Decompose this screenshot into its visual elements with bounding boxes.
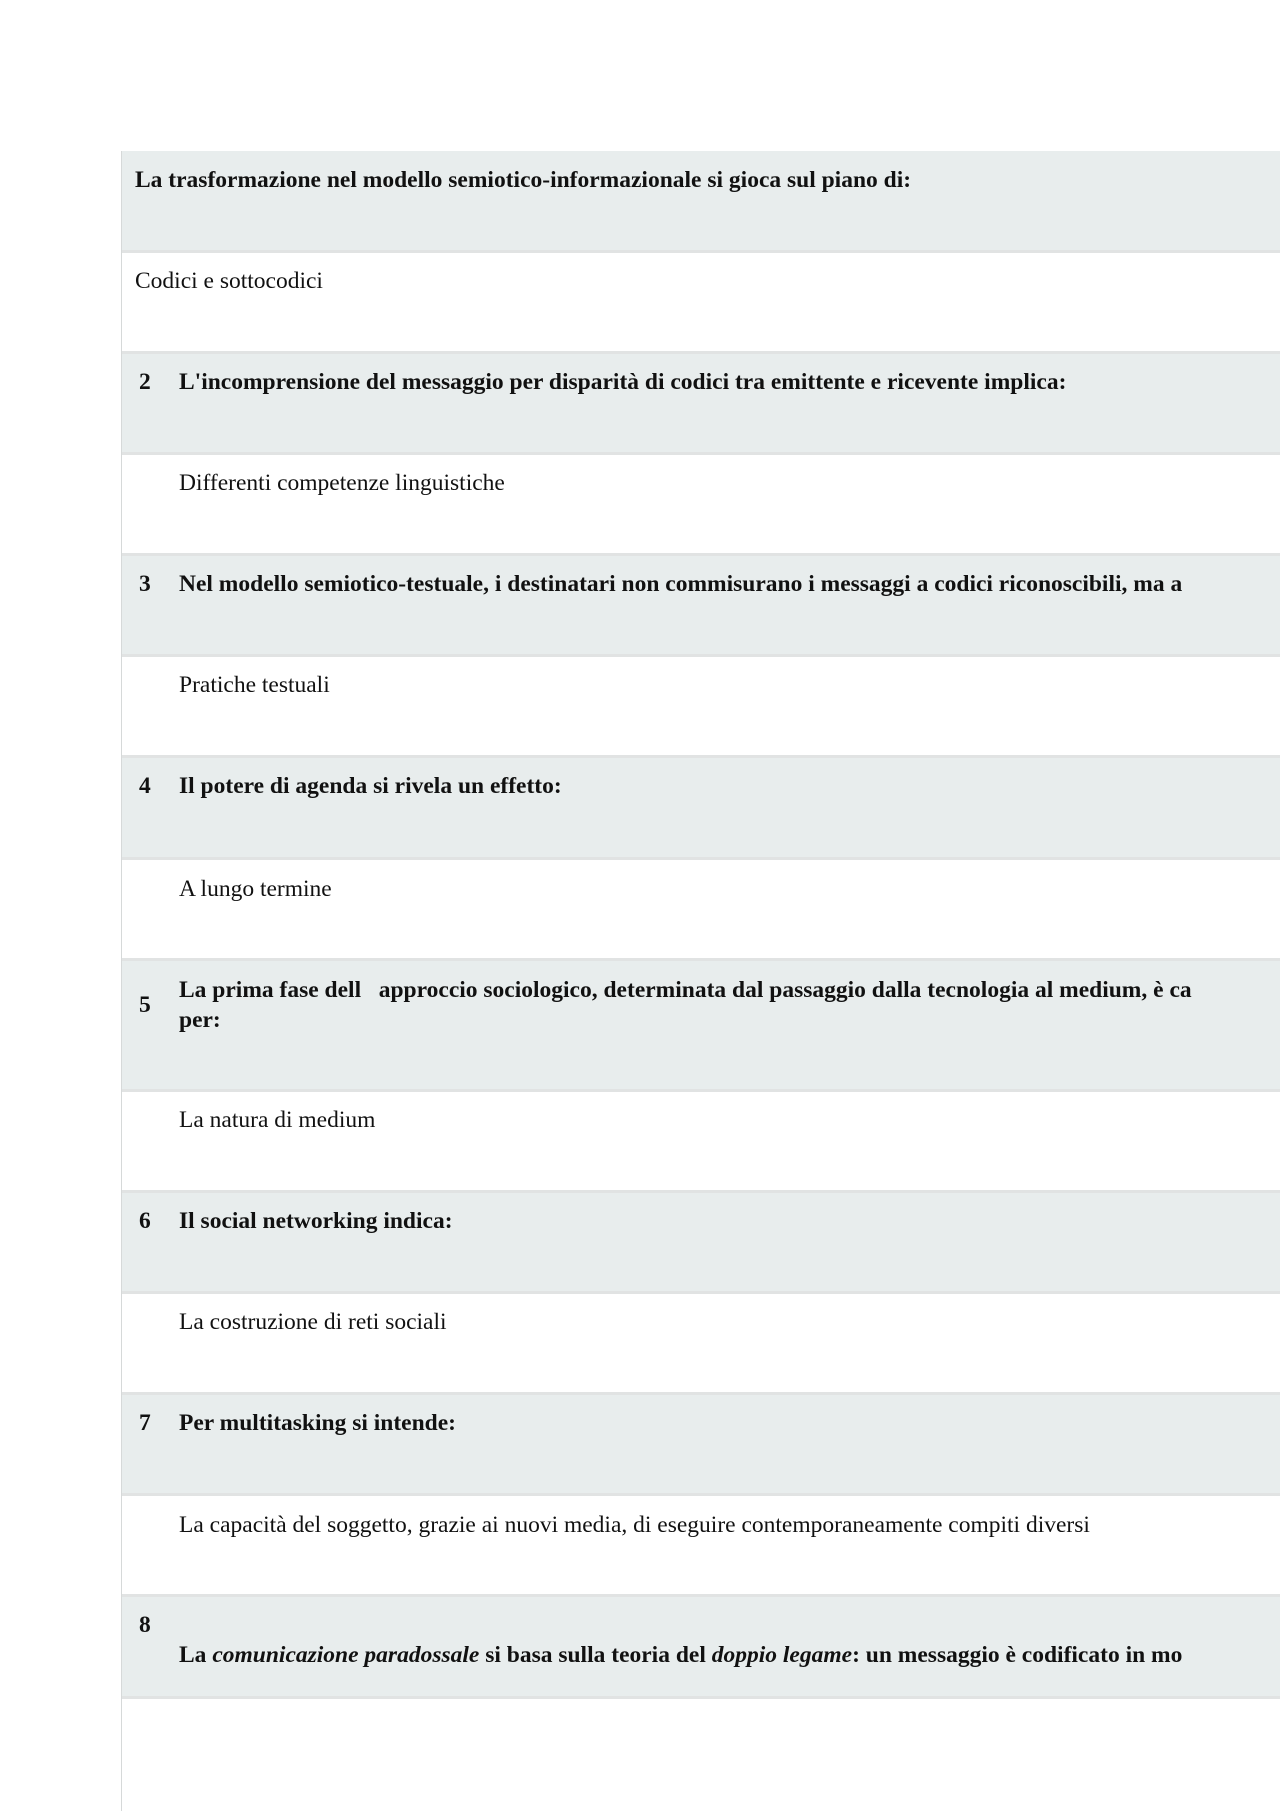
question-text: La trasformazione nel modello semiotico-informazionale si gioca sul piano di: (135, 167, 912, 193)
question-number: 4 (139, 773, 151, 799)
answer-text: Codici e sottocodici (135, 268, 323, 294)
answer-row (122, 1294, 1280, 1395)
question-text: Il potere di agenda si rivela un effetto: (179, 773, 562, 799)
answer-row (122, 1496, 1280, 1597)
answer-row (122, 455, 1280, 556)
question-text: Per multitasking si intende: (179, 1410, 457, 1436)
answer-text: La costruzione di reti sociali (179, 1309, 447, 1335)
answer-row (122, 253, 1280, 354)
question-text-line-1: La prima fase dell approccio sociologico, determinata dal passaggio dalla tecnologia al medium, è ca (179, 977, 1192, 1003)
question-number: 5 (139, 992, 151, 1018)
question-text-line-2: per: (179, 1007, 221, 1033)
question-row (122, 961, 1280, 1092)
answer-row (122, 1092, 1280, 1193)
question-row (122, 556, 1280, 657)
question-number: 7 (139, 1410, 151, 1436)
question-row (122, 151, 1280, 253)
question-number: 8 (139, 1612, 151, 1638)
question-text: Nel modello semiotico-testuale, i destinatari non commisurano i messaggi a codici riconoscibili, ma a (179, 571, 1183, 597)
answer-text: Pratiche testuali (179, 672, 330, 698)
answer-text: Differenti competenze linguistiche (179, 470, 505, 496)
answer-text: La capacità del soggetto, grazie ai nuovi media, di eseguire contemporaneamente compiti diversi (179, 1512, 1090, 1538)
question-number: 6 (139, 1208, 151, 1234)
question-number: 2 (139, 369, 151, 395)
question-row (122, 354, 1280, 455)
question-text: Il social networking indica: (179, 1208, 453, 1234)
question-text-italic: comunicazione paradossale (212, 1642, 480, 1668)
question-row (122, 1395, 1280, 1496)
question-text-part: si basa sulla teoria del (479, 1642, 712, 1668)
answer-row (122, 657, 1280, 758)
question-text: L'incomprensione del messaggio per disparità di codici tra emittente e ricevente implica: (179, 369, 1067, 395)
answer-text: La natura di medium (179, 1107, 376, 1133)
question-text-part: La (179, 1642, 213, 1668)
question-number: 3 (139, 571, 151, 597)
quiz-table (121, 151, 1280, 1811)
answer-row (122, 860, 1280, 961)
question-row (122, 758, 1280, 860)
question-text (179, 1640, 1182, 1670)
answer-text: A lungo termine (179, 876, 332, 902)
question-text-part: : un messaggio è codificato in mo (852, 1642, 1183, 1668)
question-row (122, 1193, 1280, 1294)
question-text-italic: doppio legame (711, 1642, 853, 1668)
question-row (122, 1597, 1280, 1699)
